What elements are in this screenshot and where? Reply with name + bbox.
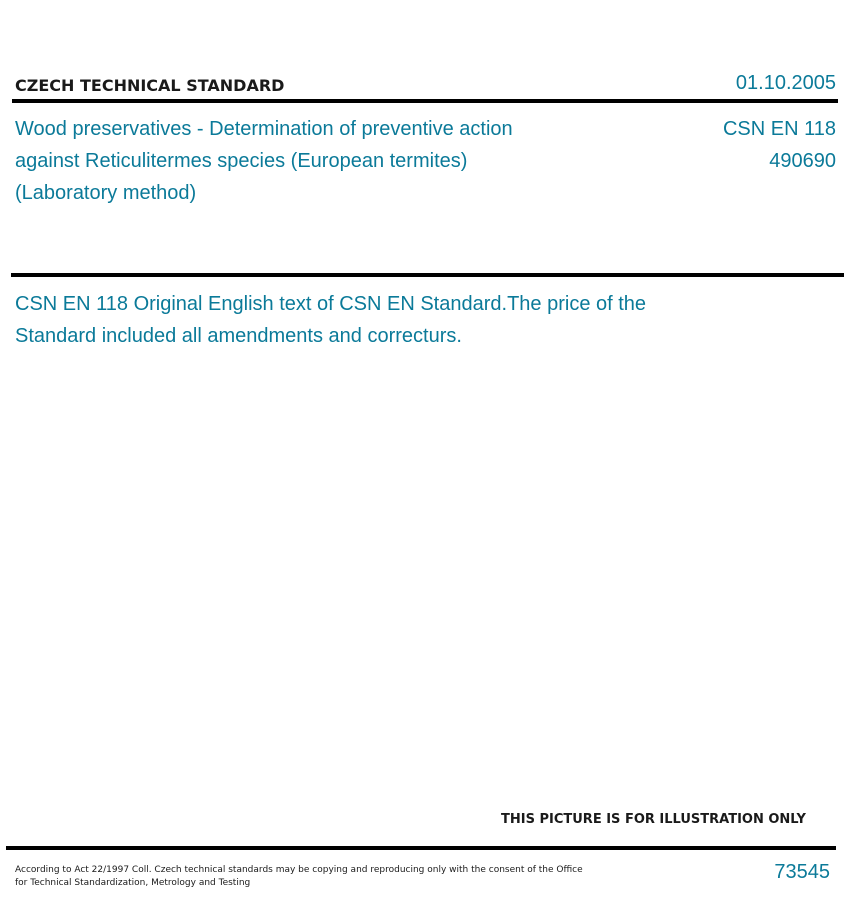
catalog-number: 73545	[774, 861, 830, 883]
legal-notice-line-1: According to Act 22/1997 Coll. Czech technical standards may be copying and reproducing only with the consent of the Office	[15, 865, 583, 875]
standard-title: Wood preservatives - Determination of preventive action against Reticulitermes species (European termites) (Laboratory method)	[15, 118, 513, 204]
legal-notice	[15, 864, 595, 890]
top-divider	[12, 99, 838, 103]
middle-divider	[11, 273, 844, 277]
standard-designation: CSN EN 118	[722, 118, 836, 140]
illustration-notice: THIS PICTURE IS FOR ILLUSTRATION ONLY	[501, 812, 806, 827]
issue-date: 01.10.2005	[735, 72, 836, 94]
standard-category-heading: CZECH TECHNICAL STANDARD	[15, 76, 285, 95]
class-number: 490690	[769, 150, 836, 172]
standard-codes	[723, 113, 836, 177]
standard-description: CSN EN 118 Original English text of CSN EN Standard.The price of the Standard included all amendments and correcturs.	[15, 293, 647, 347]
bottom-divider	[6, 846, 836, 850]
legal-notice-line-2: for Technical Standardization, Metrology and Testing	[15, 878, 251, 888]
